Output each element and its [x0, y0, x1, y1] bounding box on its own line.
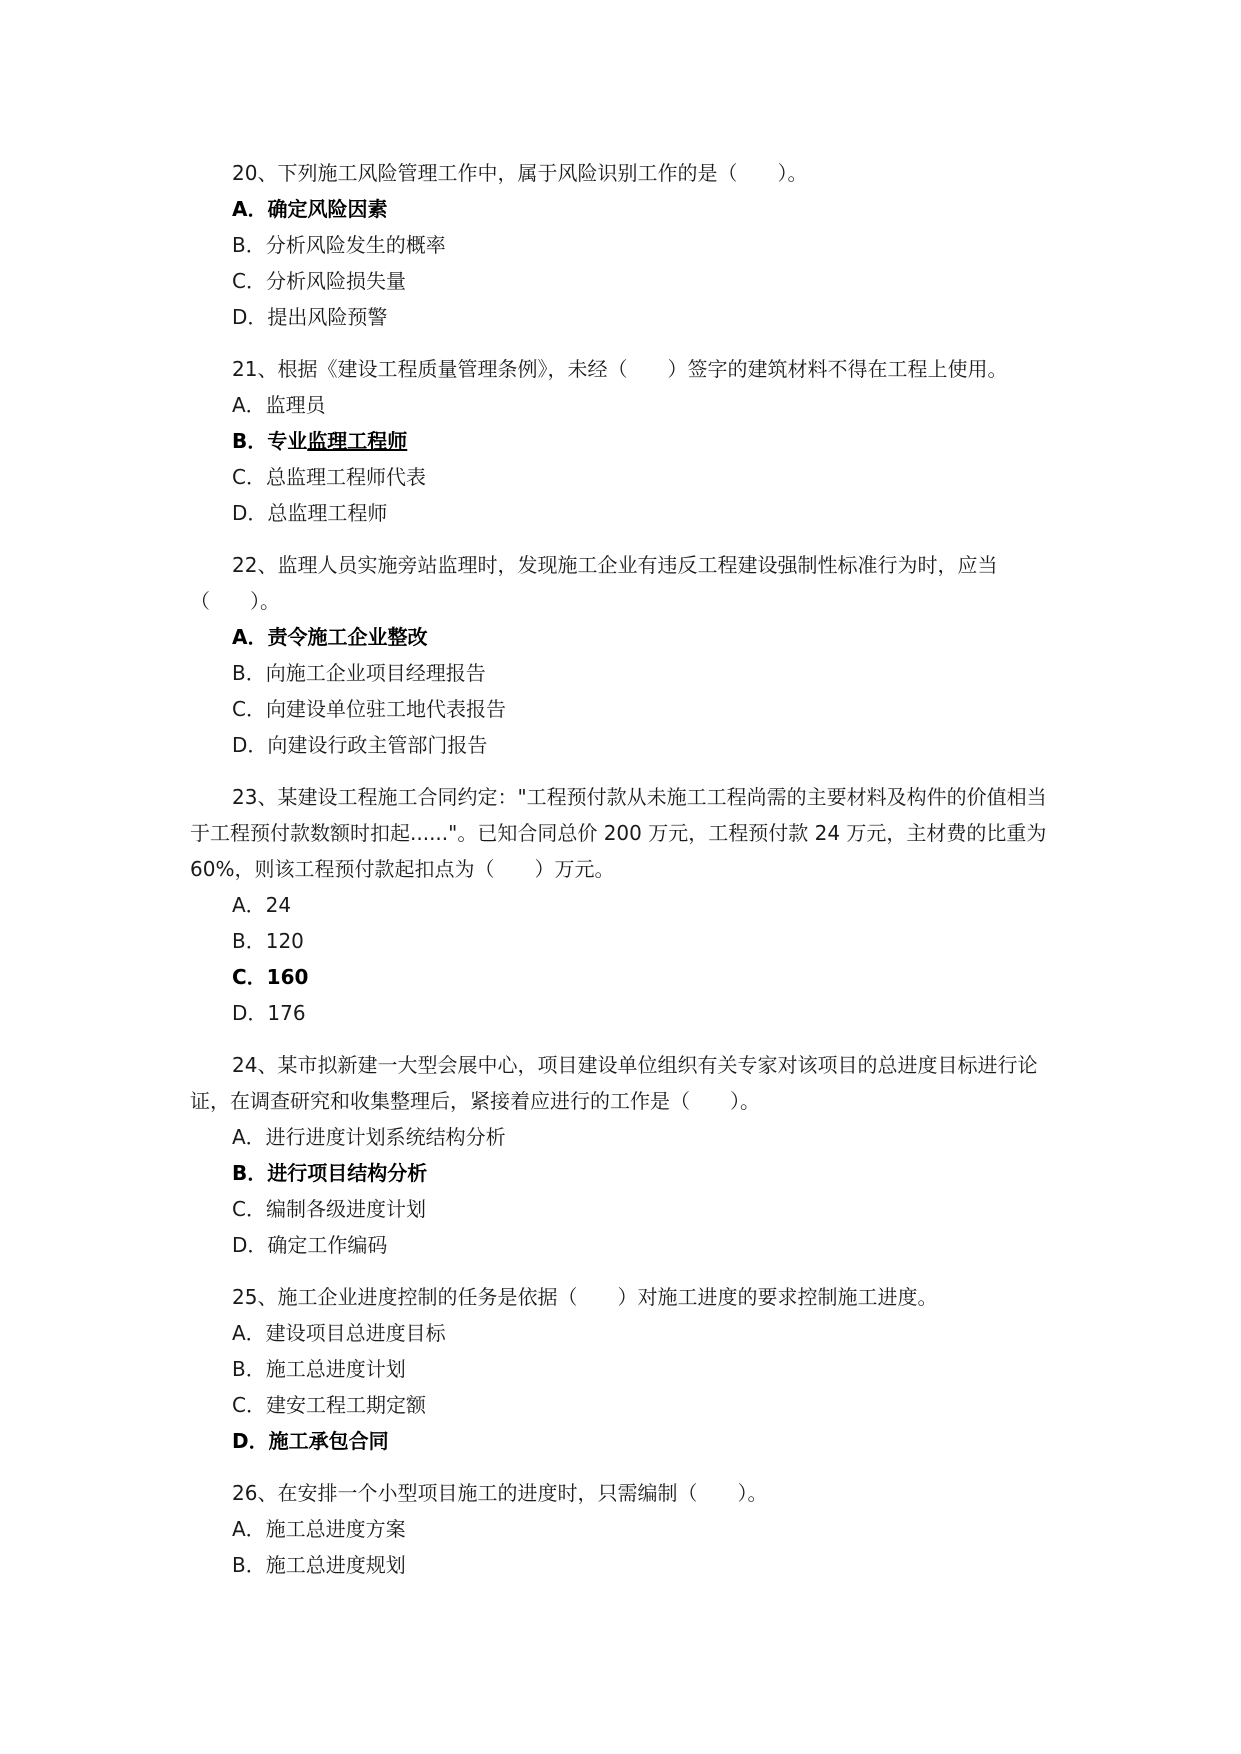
- option-c: C．向建设单位驻工地代表报告: [232, 697, 506, 721]
- option-c-correct: C．160: [232, 965, 309, 989]
- option-a-correct: A．确定风险因素: [232, 197, 388, 221]
- option-b: B．施工总进度计划: [232, 1357, 406, 1381]
- option-a: A．24: [232, 893, 292, 917]
- question-24: [190, 1047, 1060, 1263]
- underlined-answer-text: 监理工程师: [307, 429, 408, 453]
- option-c: C．分析风险损失量: [232, 269, 406, 293]
- option-d: D．向建设行政主管部门报告: [232, 733, 488, 757]
- option-b: B．向施工企业项目经理报告: [232, 661, 486, 685]
- option-a: A．建设项目总进度目标: [232, 1321, 446, 1345]
- option-a-correct: A．责令施工企业整改: [232, 625, 428, 649]
- option-d: D．确定工作编码: [232, 1233, 388, 1257]
- option-b: B．施工总进度规划: [232, 1553, 406, 1577]
- option-d: D．提出风险预警: [232, 305, 388, 329]
- question-21: [190, 351, 1060, 531]
- option-label: B．专业: [232, 429, 308, 453]
- option-b-correct: [232, 423, 1060, 459]
- option-a: A．进行进度计划系统结构分析: [232, 1125, 506, 1149]
- question-23: [190, 779, 1060, 1031]
- question-stem: 26、在安排一个小型项目施工的进度时，只需编制（ ）。: [232, 1481, 768, 1505]
- question-22: [190, 547, 1060, 763]
- question-stem: 23、某建设工程施工合同约定："工程预付款从未施工工程尚需的主要材料及构件的价值相当于工程预付款数额时扣起......"。已知合同总价 200 万元，工程预付款 24 万元，主材费的比重为 60%，则该工程预付款起扣点为（ ）万元。: [190, 785, 1047, 881]
- question-stem: 20、下列施工风险管理工作中，属于风险识别工作的是（ ）。: [232, 161, 808, 185]
- question-20: [190, 155, 1060, 335]
- option-c: C．建安工程工期定额: [232, 1393, 426, 1417]
- option-b: B．分析风险发生的概率: [232, 233, 446, 257]
- option-c: C．总监理工程师代表: [232, 465, 426, 489]
- option-b-correct: B．进行项目结构分析: [232, 1161, 428, 1185]
- question-stem: 22、监理人员实施旁站监理时，发现施工企业有违反工程建设强制性标准行为时，应当（ ）。: [190, 553, 998, 613]
- question-25: [190, 1279, 1060, 1459]
- question-stem: 21、根据《建设工程质量管理条例》，未经（ ）签字的建筑材料不得在工程上使用。: [232, 357, 1008, 381]
- option-d: D．176: [232, 1001, 306, 1025]
- option-a: A．监理员: [232, 393, 326, 417]
- question-list: [190, 155, 1060, 1599]
- option-a: A．施工总进度方案: [232, 1517, 406, 1541]
- option-c: C．编制各级进度计划: [232, 1197, 426, 1221]
- question-stem: 25、施工企业进度控制的任务是依据（ ）对施工进度的要求控制施工进度。: [232, 1285, 938, 1309]
- question-stem: 24、某市拟新建一大型会展中心，项目建设单位组织有关专家对该项目的总进度目标进行论证，在调查研究和收集整理后，紧接着应进行的工作是（ ）。: [190, 1053, 1038, 1113]
- option-d: D．总监理工程师: [232, 501, 388, 525]
- option-b: B．120: [232, 929, 304, 953]
- question-26: [190, 1475, 1060, 1583]
- option-d-correct: D．施工承包合同: [232, 1429, 389, 1453]
